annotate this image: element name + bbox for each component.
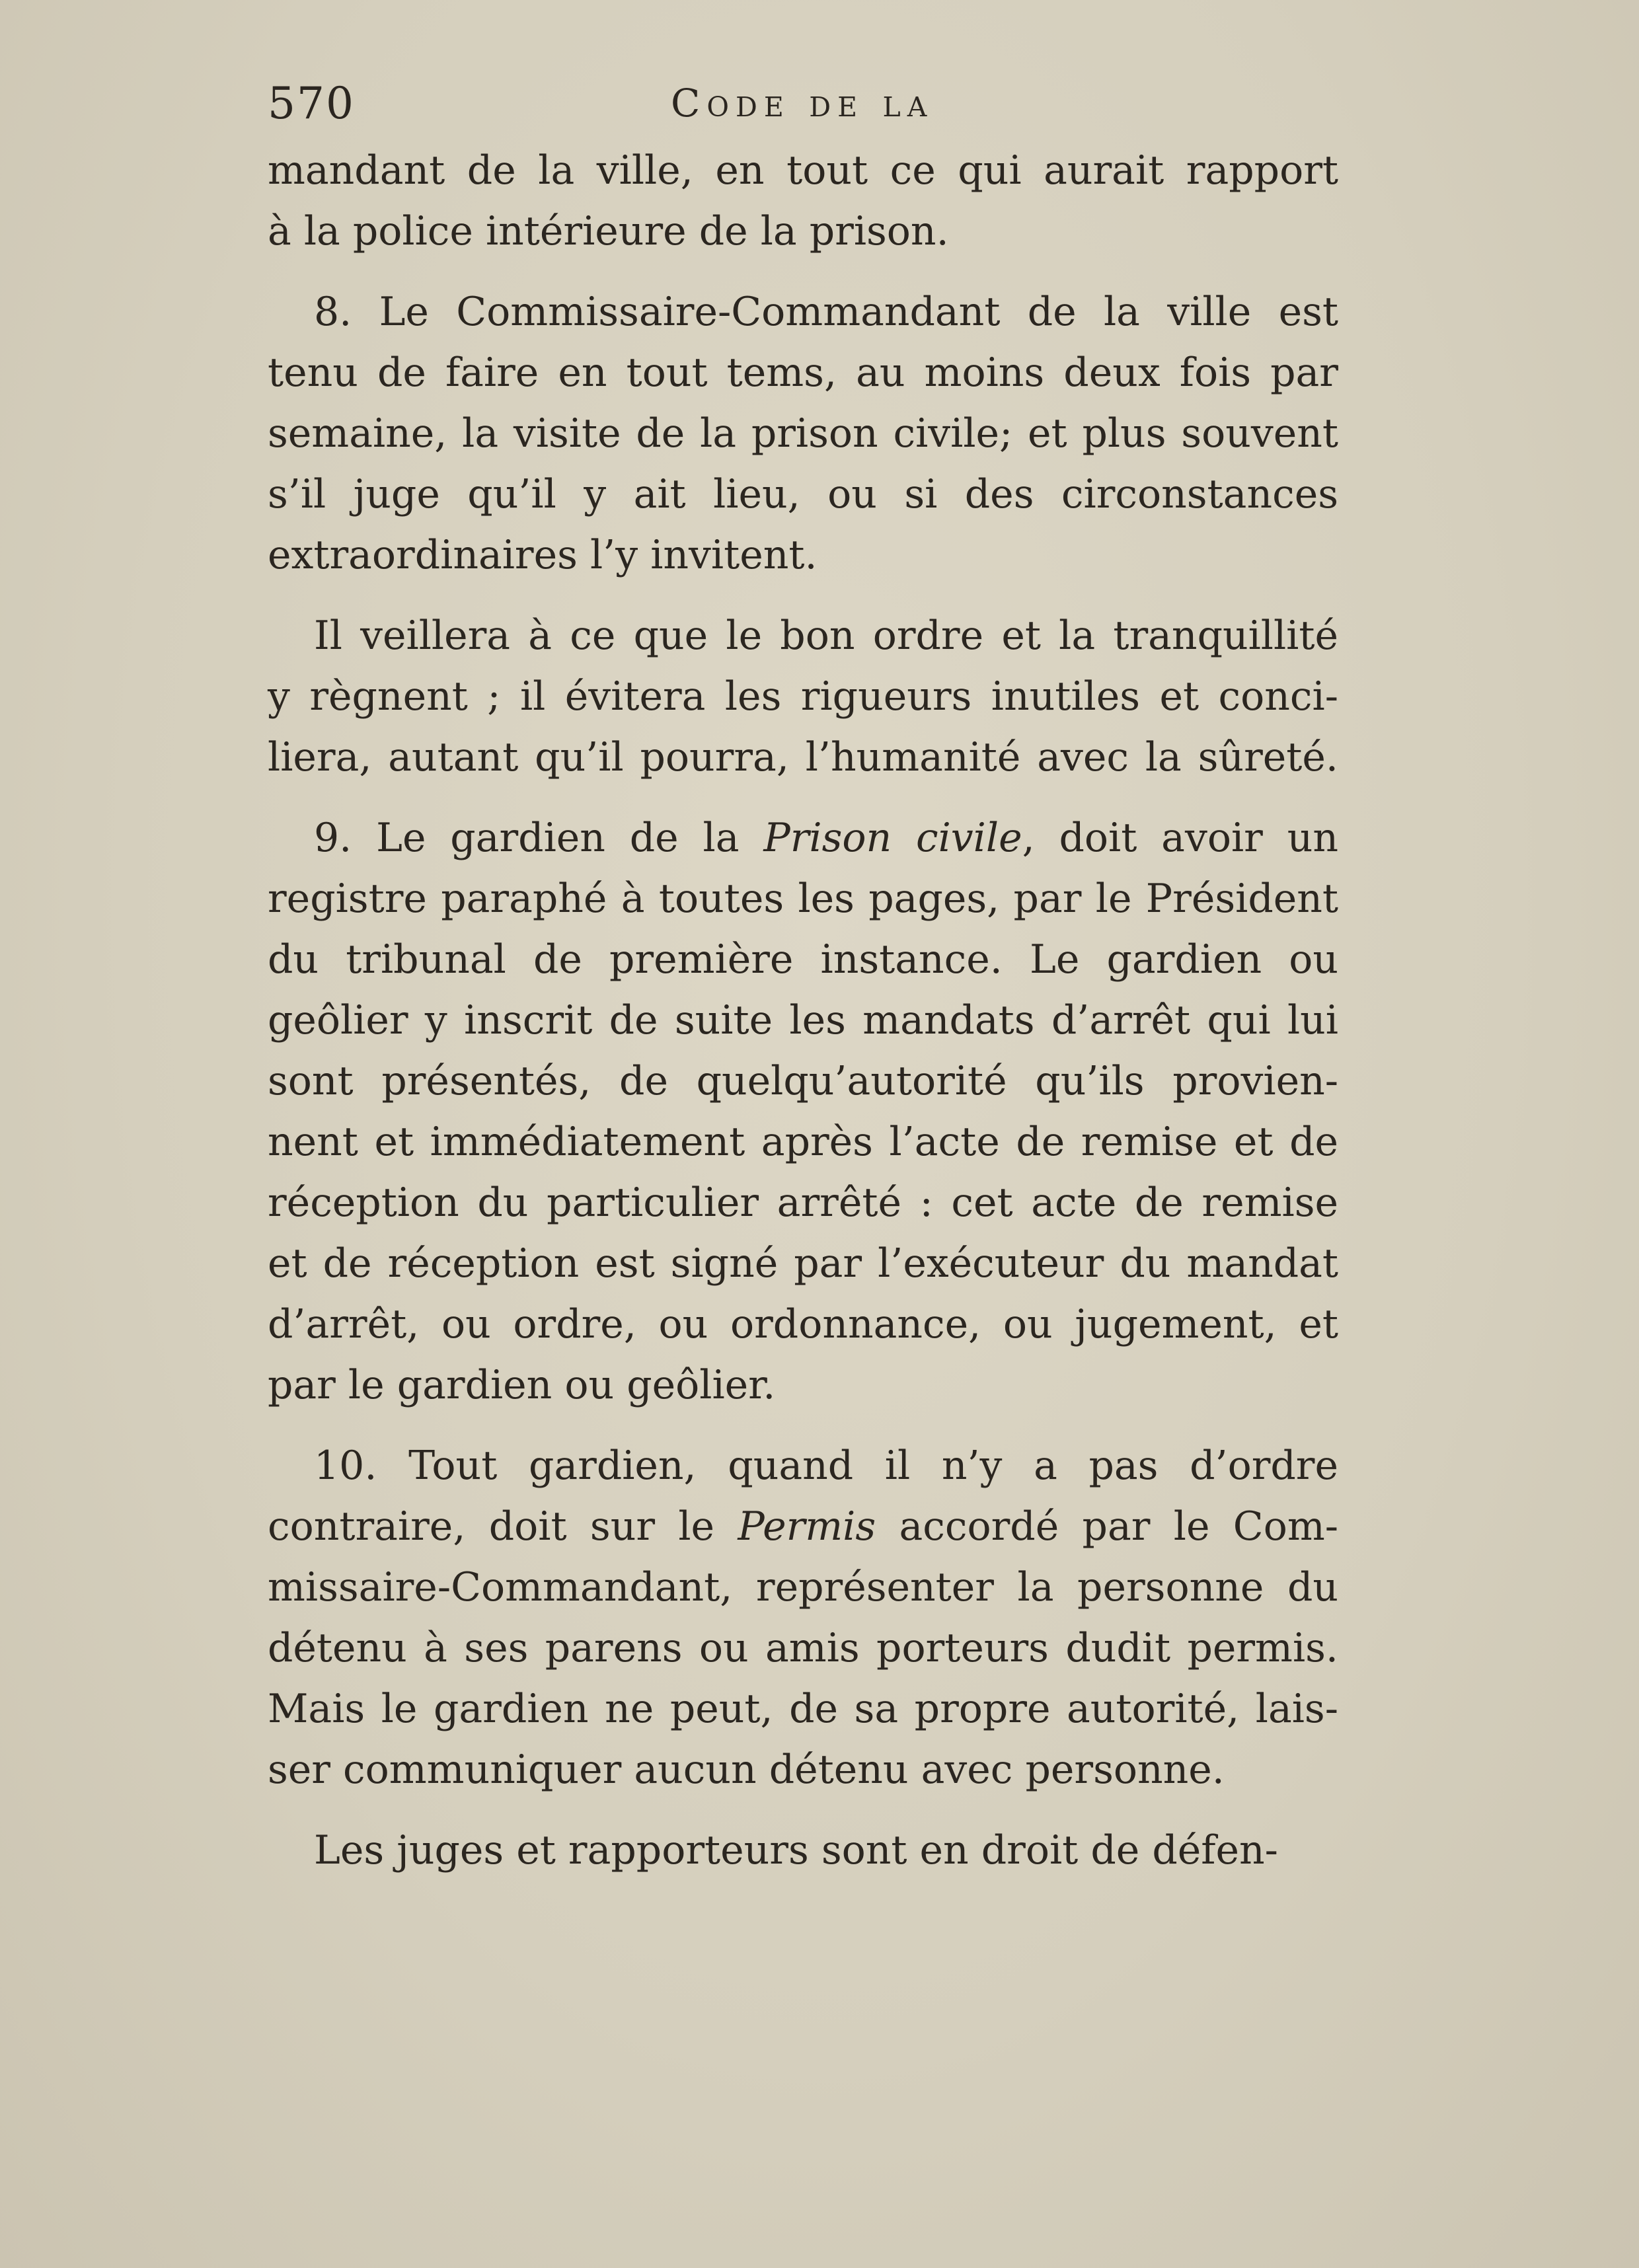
text-line: du tribunal de première instance. Le gardien ou — [268, 936, 1338, 983]
running-title: Code de la — [671, 81, 934, 126]
article-10-start: 10. Tout gardien, quand il n’y a pas d’ordre — [314, 1443, 1338, 1489]
text-line: registre paraphé à toutes les pages, par le Président — [268, 876, 1338, 922]
paragraph-start: Les juges et rapporteurs sont en droit de défen- — [314, 1827, 1278, 1873]
text-line: Mais le gardien ne peut, de sa propre autorité, lais- — [268, 1686, 1338, 1732]
text-line: nent et immédiatement après l’acte de remise et de — [268, 1119, 1338, 1165]
text-line: mandant de la ville, en tout ce qui aurait rapport — [268, 147, 1338, 194]
text-line: à la police intérieure de la prison. — [268, 208, 949, 254]
text-line: semaine, la visite de la prison civile; et plus souvent — [268, 410, 1338, 457]
page-number: 570 — [268, 78, 355, 129]
text-line: missaire-Commandant, représenter la personne du — [268, 1564, 1338, 1610]
text-line: sont présentés, de quelqu’autorité qu’ils provien- — [268, 1058, 1338, 1104]
text-line — [268, 1496, 1338, 1557]
text-line: réception du particulier arrêté : cet acte de remise — [268, 1180, 1338, 1226]
italic-term-permis: Permis — [738, 1503, 876, 1550]
page-header — [268, 78, 1338, 137]
text-line: extraordinaires l’y invitent. — [268, 532, 818, 578]
text-line: détenu à ses parens ou amis porteurs dudit permis. — [268, 1625, 1338, 1671]
text-span: 9. Le gardien de la — [314, 815, 764, 861]
text-line: ser communiquer aucun détenu avec personne. — [268, 1747, 1225, 1793]
text-line: tenu de faire en tout tems, au moins deux fois par — [268, 350, 1338, 396]
text-line: par le gardien ou geôlier. — [268, 1362, 776, 1408]
article-8-start: 8. Le Commissaire-Commandant de la ville est — [314, 289, 1338, 335]
italic-term-prison-civile: Prison civile — [763, 815, 1022, 861]
text-line: s’il juge qu’il y ait lieu, ou si des circonstances — [268, 471, 1338, 517]
text-line: liera, autant qu’il pourra, l’humanité avec la sûreté. — [268, 734, 1338, 780]
text-line: et de réception est signé par l’exécuteur du mandat — [268, 1240, 1338, 1287]
text-line: geôlier y inscrit de suite les mandats d’arrêt qui lui — [268, 997, 1338, 1043]
paragraph-start: Il veillera à ce que le bon ordre et la tranquillité — [314, 613, 1338, 659]
text-line: d’arrêt, ou ordre, ou ordonnance, ou jugement, et — [268, 1301, 1338, 1347]
text-span: accordé par le Com- — [876, 1503, 1338, 1550]
body-text — [268, 140, 1338, 1881]
text-span: contraire, doit sur le — [268, 1503, 738, 1550]
text-span: , doit avoir un — [1022, 815, 1338, 861]
article-9-start — [268, 808, 1338, 868]
text-line: y règnent ; il évitera les rigueurs inutiles et conci- — [268, 673, 1338, 720]
